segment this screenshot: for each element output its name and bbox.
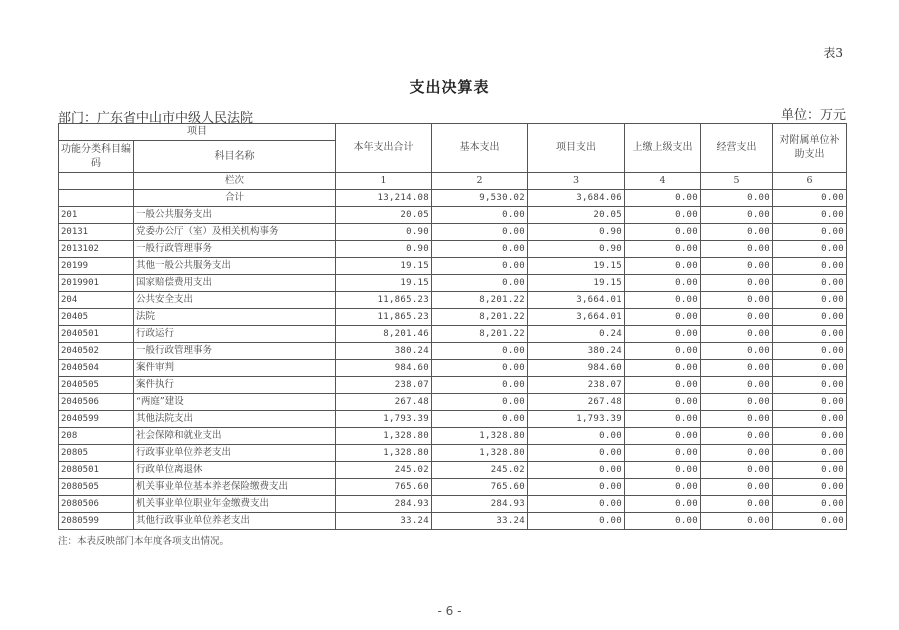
amount-cell: 3,664.01 [528, 292, 625, 309]
amount-cell: 11,865.23 [336, 292, 432, 309]
amount-cell: 19.15 [336, 275, 432, 292]
subject-name: 行政事业单位养老支出 [134, 445, 336, 462]
amount-cell: 984.60 [528, 360, 625, 377]
table-row [59, 275, 847, 292]
amount-cell: 0.00 [773, 428, 847, 445]
subject-code: 2040501 [59, 326, 134, 343]
table-row [59, 496, 847, 513]
index-value: 5 [701, 173, 773, 190]
table-row [59, 411, 847, 428]
total-value: 0.00 [701, 190, 773, 207]
amount-cell: 0.00 [625, 207, 701, 224]
header-business: 经营支出 [701, 124, 773, 173]
amount-cell: 8,201.22 [432, 309, 528, 326]
amount-cell: 0.00 [773, 207, 847, 224]
subject-name: 机关事业单位基本养老保险缴费支出 [134, 479, 336, 496]
amount-cell: 0.90 [336, 224, 432, 241]
subject-code: 20405 [59, 309, 134, 326]
amount-cell: 0.00 [625, 360, 701, 377]
amount-cell: 0.00 [528, 428, 625, 445]
subject-code: 201 [59, 207, 134, 224]
page-title: 支出决算表 [409, 78, 490, 96]
table-row [59, 394, 847, 411]
amount-cell: 0.00 [773, 496, 847, 513]
amount-cell: 0.90 [528, 241, 625, 258]
table-row [59, 428, 847, 445]
subject-code: 2040599 [59, 411, 134, 428]
header-project: 项目 [59, 124, 336, 141]
subject-name: 国家赔偿费用支出 [134, 275, 336, 292]
subject-code: 208 [59, 428, 134, 445]
subject-code: 2080505 [59, 479, 134, 496]
table-row [59, 343, 847, 360]
amount-cell: 0.00 [625, 343, 701, 360]
subject-name: 机关事业单位职业年金缴费支出 [134, 496, 336, 513]
amount-cell: 0.00 [625, 377, 701, 394]
amount-cell: 0.00 [701, 292, 773, 309]
amount-cell: 0.00 [625, 224, 701, 241]
amount-cell: 0.00 [625, 292, 701, 309]
amount-cell: 0.00 [773, 343, 847, 360]
amount-cell: 238.07 [528, 377, 625, 394]
amount-cell: 0.00 [701, 479, 773, 496]
amount-cell: 0.00 [625, 513, 701, 530]
amount-cell: 0.00 [528, 445, 625, 462]
table-note: 注：本表反映部门本年度各项支出情况。 [58, 536, 230, 547]
table-row [59, 258, 847, 275]
table-row [59, 326, 847, 343]
amount-cell: 8,201.22 [432, 292, 528, 309]
amount-cell: 380.24 [336, 343, 432, 360]
amount-cell: 0.00 [701, 360, 773, 377]
expenditure-table [58, 123, 847, 530]
header-code: 功能分类科目编码 [59, 141, 134, 173]
amount-cell: 1,328.80 [336, 445, 432, 462]
subject-code: 2080599 [59, 513, 134, 530]
table-row [59, 241, 847, 258]
total-row [59, 190, 847, 207]
amount-cell: 0.00 [625, 275, 701, 292]
amount-cell: 0.00 [701, 394, 773, 411]
subject-code: 2080501 [59, 462, 134, 479]
subject-name: 案件审判 [134, 360, 336, 377]
amount-cell: 0.00 [625, 309, 701, 326]
amount-cell: 0.00 [773, 513, 847, 530]
amount-cell: 0.00 [701, 326, 773, 343]
amount-cell: 0.00 [625, 462, 701, 479]
amount-cell: 0.00 [701, 309, 773, 326]
subject-name: 行政运行 [134, 326, 336, 343]
amount-cell: 8,201.22 [432, 326, 528, 343]
amount-cell: 0.00 [773, 479, 847, 496]
index-value: 4 [625, 173, 701, 190]
amount-cell: 0.00 [701, 513, 773, 530]
amount-cell: 0.00 [773, 377, 847, 394]
subject-name: 社会保障和就业支出 [134, 428, 336, 445]
amount-cell: 0.00 [528, 462, 625, 479]
header-basic: 基本支出 [432, 124, 528, 173]
total-label: 合计 [134, 190, 336, 207]
subject-name: 公共安全支出 [134, 292, 336, 309]
table-row [59, 462, 847, 479]
amount-cell: 238.07 [336, 377, 432, 394]
amount-cell: 984.60 [336, 360, 432, 377]
table-row [59, 479, 847, 496]
amount-cell: 0.00 [701, 258, 773, 275]
table-row [59, 445, 847, 462]
amount-cell: 0.00 [773, 462, 847, 479]
amount-cell: 0.00 [625, 445, 701, 462]
table-row [59, 292, 847, 309]
amount-cell: 0.00 [773, 309, 847, 326]
index-row [59, 173, 847, 190]
subject-name: 其他行政事业单位养老支出 [134, 513, 336, 530]
subject-name: 一般公共服务支出 [134, 207, 336, 224]
amount-cell: 0.00 [625, 258, 701, 275]
amount-cell: 0.00 [701, 445, 773, 462]
subject-name: 法院 [134, 309, 336, 326]
amount-cell: 0.00 [625, 428, 701, 445]
total-value: 3,684.06 [528, 190, 625, 207]
amount-cell: 0.00 [625, 496, 701, 513]
header-subsidiary: 对附属单位补助支出 [773, 124, 847, 173]
subject-name: 其他法院支出 [134, 411, 336, 428]
subject-code: 2080506 [59, 496, 134, 513]
amount-cell: 245.02 [432, 462, 528, 479]
amount-cell: 267.48 [528, 394, 625, 411]
amount-cell: 19.15 [528, 275, 625, 292]
total-value: 9,530.02 [432, 190, 528, 207]
amount-cell: 0.00 [701, 343, 773, 360]
amount-cell: 0.90 [528, 224, 625, 241]
subject-name: 行政单位离退休 [134, 462, 336, 479]
amount-cell: 0.00 [432, 275, 528, 292]
header-project-expenditure: 项目支出 [528, 124, 625, 173]
amount-cell: 0.00 [528, 513, 625, 530]
amount-cell: 0.00 [625, 411, 701, 428]
amount-cell: 20.05 [336, 207, 432, 224]
amount-cell: 33.24 [432, 513, 528, 530]
page-number: - 6 - [437, 604, 462, 618]
table-row [59, 513, 847, 530]
table-row [59, 207, 847, 224]
index-value: 3 [528, 173, 625, 190]
amount-cell: 0.00 [432, 394, 528, 411]
total-value: 0.00 [773, 190, 847, 207]
subject-code: 2040502 [59, 343, 134, 360]
amount-cell: 245.02 [336, 462, 432, 479]
amount-cell: 0.00 [625, 241, 701, 258]
amount-cell: 1,328.80 [432, 445, 528, 462]
subject-code: 204 [59, 292, 134, 309]
department-label: 部门：广东省中山市中级人民法院 [58, 111, 254, 126]
amount-cell: 0.00 [773, 445, 847, 462]
amount-cell: 0.00 [773, 275, 847, 292]
amount-cell: 0.00 [432, 258, 528, 275]
amount-cell: 20.05 [528, 207, 625, 224]
amount-cell: 0.00 [528, 479, 625, 496]
amount-cell: 0.00 [701, 275, 773, 292]
index-code-cell [59, 173, 134, 190]
subject-code: 20199 [59, 258, 134, 275]
amount-cell: 0.00 [773, 224, 847, 241]
subject-name: 党委办公厅（室）及相关机构事务 [134, 224, 336, 241]
amount-cell: 8,201.46 [336, 326, 432, 343]
amount-cell: 0.00 [625, 326, 701, 343]
amount-cell: 765.60 [432, 479, 528, 496]
amount-cell: 0.00 [701, 377, 773, 394]
subject-code: 20131 [59, 224, 134, 241]
amount-cell: 1,793.39 [336, 411, 432, 428]
amount-cell: 0.00 [701, 496, 773, 513]
amount-cell: 0.00 [701, 411, 773, 428]
amount-cell: 765.60 [336, 479, 432, 496]
amount-cell: 0.00 [701, 428, 773, 445]
amount-cell: 0.00 [773, 258, 847, 275]
amount-cell: 0.00 [773, 394, 847, 411]
amount-cell: 0.00 [625, 479, 701, 496]
total-code-cell [59, 190, 134, 207]
unit-label: 单位：万元 [780, 108, 846, 123]
subject-code: 2019901 [59, 275, 134, 292]
amount-cell: 0.00 [432, 343, 528, 360]
amount-cell: 0.24 [528, 326, 625, 343]
amount-cell: 380.24 [528, 343, 625, 360]
amount-cell: 284.93 [432, 496, 528, 513]
amount-cell: 0.00 [701, 224, 773, 241]
amount-cell: 267.48 [336, 394, 432, 411]
amount-cell: 0.00 [701, 207, 773, 224]
amount-cell: 0.00 [773, 241, 847, 258]
amount-cell: 0.00 [432, 411, 528, 428]
amount-cell: 0.00 [773, 292, 847, 309]
index-value: 2 [432, 173, 528, 190]
index-value: 1 [336, 173, 432, 190]
subject-name: 一般行政管理事务 [134, 241, 336, 258]
amount-cell: 3,664.01 [528, 309, 625, 326]
amount-cell: 0.00 [432, 207, 528, 224]
header-upper-remit: 上缴上级支出 [625, 124, 701, 173]
subject-code: 2040506 [59, 394, 134, 411]
amount-cell: 0.00 [773, 326, 847, 343]
amount-cell: 1,793.39 [528, 411, 625, 428]
amount-cell: 0.90 [336, 241, 432, 258]
table-row [59, 377, 847, 394]
subject-code: 2040505 [59, 377, 134, 394]
header-total: 本年支出合计 [336, 124, 432, 173]
table-row [59, 224, 847, 241]
subject-code: 2013102 [59, 241, 134, 258]
amount-cell: 0.00 [432, 377, 528, 394]
subject-name: 其他一般公共服务支出 [134, 258, 336, 275]
amount-cell: 33.24 [336, 513, 432, 530]
amount-cell: 0.00 [773, 360, 847, 377]
amount-cell: 0.00 [432, 224, 528, 241]
table-number: 表3 [823, 46, 843, 60]
amount-cell: 0.00 [432, 360, 528, 377]
total-value: 13,214.08 [336, 190, 432, 207]
amount-cell: 0.00 [625, 394, 701, 411]
subject-name: 一般行政管理事务 [134, 343, 336, 360]
amount-cell: 19.15 [528, 258, 625, 275]
subject-code: 20805 [59, 445, 134, 462]
table-header [59, 124, 847, 173]
index-value: 6 [773, 173, 847, 190]
amount-cell: 1,328.80 [336, 428, 432, 445]
amount-cell: 0.00 [701, 462, 773, 479]
amount-cell: 0.00 [432, 241, 528, 258]
subject-name: 案件执行 [134, 377, 336, 394]
amount-cell: 11,865.23 [336, 309, 432, 326]
amount-cell: 1,328.80 [432, 428, 528, 445]
table-body [59, 173, 847, 530]
amount-cell: 0.00 [528, 496, 625, 513]
amount-cell: 0.00 [773, 411, 847, 428]
header-name: 科目名称 [134, 141, 336, 173]
table-row [59, 360, 847, 377]
amount-cell: 284.93 [336, 496, 432, 513]
amount-cell: 0.00 [701, 241, 773, 258]
total-value: 0.00 [625, 190, 701, 207]
table-row [59, 309, 847, 326]
index-label: 栏次 [134, 173, 336, 190]
amount-cell: 19.15 [336, 258, 432, 275]
subject-code: 2040504 [59, 360, 134, 377]
subject-name: “两庭”建设 [134, 394, 336, 411]
